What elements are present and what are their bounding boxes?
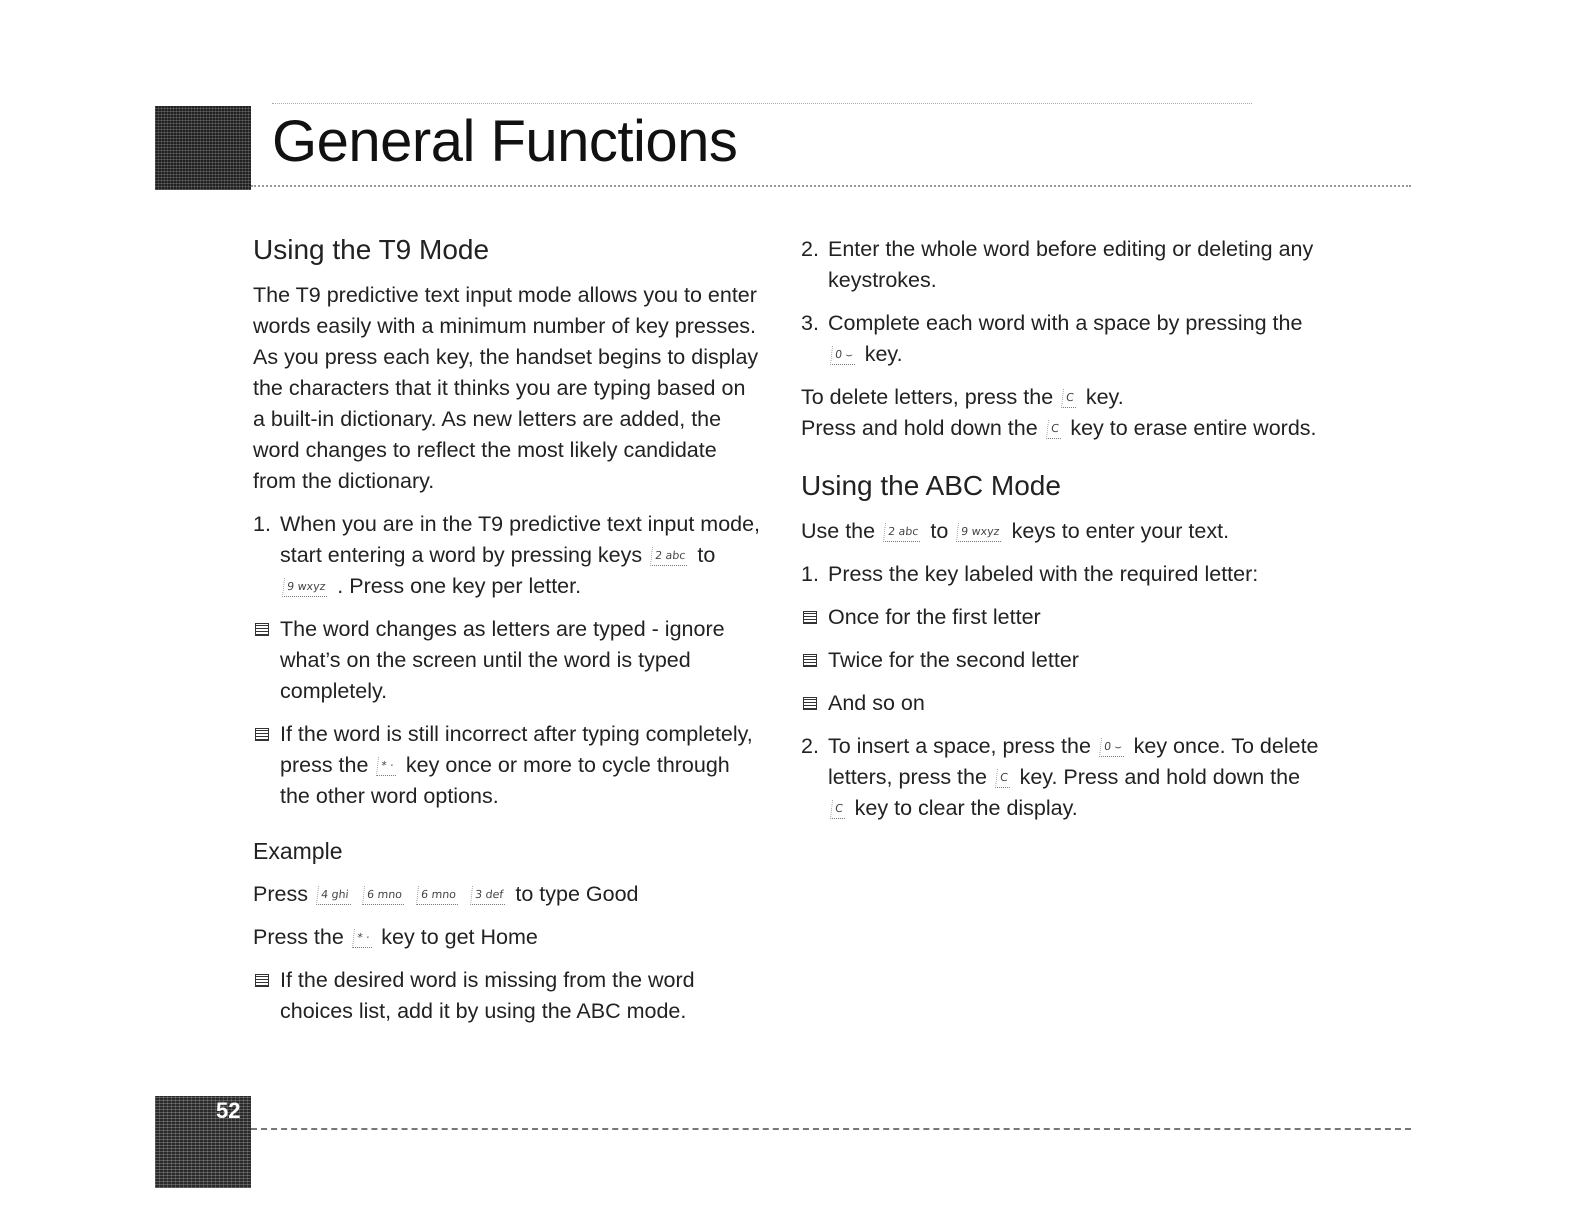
step-text: Enter the whole word before editing or deleting any keystrokes. [828,237,1314,292]
left-column [253,234,763,1039]
key-4-icon: 4 ghi [316,886,353,905]
key-star-icon: * · [352,929,373,948]
key-9-icon: 9 wxyz [956,523,1003,542]
step-text: Press the key labeled with the required letter: [828,562,1259,586]
t9-note-2 [253,719,763,812]
delete-letters-text [801,382,1321,413]
bullet-text: Once for the first letter [828,605,1041,629]
example-text-end: key to get Home [381,925,538,949]
step-text-end: key. [864,342,903,366]
step-number: 2. [801,734,819,758]
key-2-icon: 2 abc [883,523,922,542]
abc-intro [801,516,1321,547]
key-clear-icon: C [995,769,1012,788]
key-0-icon: 0 ⌣ [1099,738,1126,757]
t9-step-2 [801,234,1321,296]
example-title: Example [253,838,343,864]
header-top-rule [272,103,1252,104]
step-text-end: . Press one key per letter. [337,574,582,598]
step-number: 1. [253,512,271,536]
delete-text: To delete letters, press the [801,385,1054,409]
abc-step-2 [801,731,1321,824]
key-clear-icon: C [830,800,847,819]
note-icon [255,974,269,987]
t9-note-1 [253,614,763,707]
note-icon [255,728,269,741]
step-text: To insert a space, press the [828,734,1091,758]
example-line-2 [253,922,763,953]
key-6-icon: 6 mno [362,886,406,905]
bullet-icon [803,611,817,624]
footer-divider [251,1128,1411,1130]
t9-intro: The T9 predictive text input mode allows you to enter words easily with a minimum number of key presses. As you press each key, the handset begins to display the characters that it thinks you are typing based on a built-in dictionary. As new letters are added, the word changes to reflect the most likely candidate from the dictionary. [253,283,759,493]
bullet-text: And so on [828,691,925,715]
bullet-icon [803,697,817,710]
bullet-text: Twice for the second letter [828,648,1079,672]
hold-text: Press and hold down the [801,416,1038,440]
key-6-icon: 6 mno [416,886,460,905]
t9-step-3 [801,308,1321,370]
example-line-1 [253,879,763,910]
step-text: When you are in the T9 predictive text input mode, start entering a word by pressing keys [280,512,761,567]
example-text-end: to type Good [515,882,639,906]
header-divider [251,185,1411,187]
step-number: 1. [801,562,819,586]
hold-clear-text [801,413,1321,444]
abc-bullet-2 [801,645,1321,676]
hold-text-end: key to erase entire words. [1070,416,1317,440]
note-text-end: key once or more to cycle through the other word options. [280,753,730,808]
t9-note-3 [253,965,763,1027]
example-text: Press [253,882,308,906]
key-star-icon: * · [376,757,397,776]
step-number: 3. [801,311,819,335]
note-text: If the desired word is missing from the word choices list, add it by using the ABC mode. [280,968,695,1023]
right-column [801,234,1321,836]
key-3-icon: 3 def [470,886,507,905]
abc-step-1 [801,559,1321,590]
abc-bullet-3 [801,688,1321,719]
note-icon [255,623,269,636]
page-title: General Functions [272,109,738,174]
step-text: Complete each word with a space by pressing the [828,311,1303,335]
abc-text: Use the [801,519,876,543]
key-clear-icon: C [1046,420,1063,439]
example-text: Press the [253,925,344,949]
key-2-icon: 2 abc [650,547,689,566]
step-text-end: key to clear the display. [854,796,1078,820]
abc-text-end: keys to enter your text. [1011,519,1230,543]
section-title-abc: Using the ABC Mode [801,470,1061,501]
bullet-icon [803,654,817,667]
step-number: 2. [801,237,819,261]
header-decor-block [155,106,251,190]
t9-step-1 [253,509,763,602]
note-text: If the word is still incorrect after typing completely, press the [280,722,753,777]
key-clear-icon: C [1061,389,1078,408]
page-number: 52 [216,1098,241,1123]
abc-text-mid: to [930,519,949,543]
step-text-mid: to [697,543,716,567]
step-text: key once. To delete letters, press the [828,734,1319,789]
delete-text-end: key. [1085,385,1124,409]
section-title-t9: Using the T9 Mode [253,234,490,265]
abc-bullet-1 [801,602,1321,633]
key-0-icon: 0 ⌣ [830,346,857,365]
note-text: The word changes as letters are typed - ignore what’s on the screen until the word is typed completely. [280,617,725,703]
step-text: key. Press and hold down the [1019,765,1301,789]
key-9-icon: 9 wxyz [282,578,329,597]
